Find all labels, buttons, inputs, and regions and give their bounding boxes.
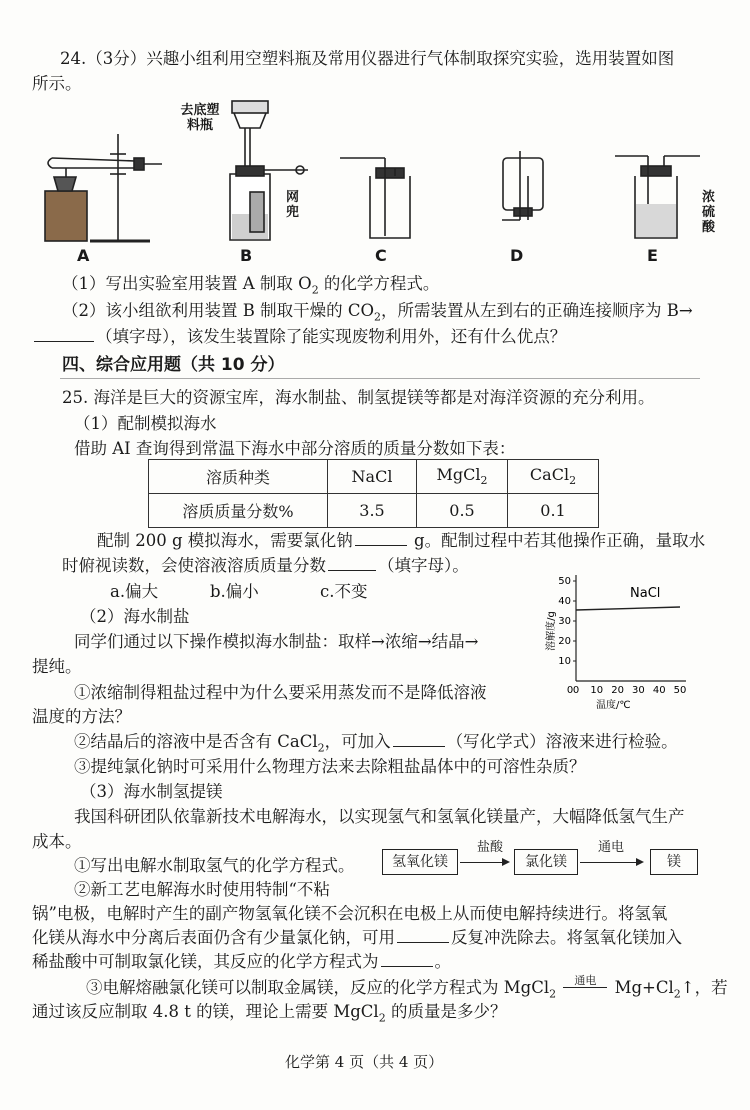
series-line-nacl <box>576 607 680 610</box>
part1-intro: 借助 AI 查询得到常温下海水中部分溶质的质量分数如下表： <box>74 439 516 458</box>
solute-table <box>148 459 599 528</box>
p2-line1: 同学们通过以下操作模拟海水制盐：取样→浓缩→结晶→ <box>74 632 479 651</box>
option-b: b.偏小 <box>210 582 259 601</box>
solubility-chart <box>544 566 714 716</box>
table-value-cacl2: 0.1 <box>508 494 599 528</box>
flow-arrow-2 <box>580 862 642 863</box>
p3-line1: 我国科研团队依靠新技术电解海水，以实现氢气和氢氧化镁量产，大幅降低氢气生产 <box>74 807 685 826</box>
apparatus-label-e: E <box>647 246 658 265</box>
series-label-nacl: NaCl <box>630 586 661 601</box>
apparatus-label-c: C <box>375 246 387 265</box>
p3-q2-line4: 稀盐酸中可制取氯化镁，其反应的化学方程式为 。 <box>32 952 451 971</box>
p3-q3-line2: 通过该反应制取 4.8 t 的镁，理论上需要 MgCl$_2$ 的质量是多少？ <box>32 1002 507 1025</box>
flow-arrow-1 <box>460 862 508 863</box>
option-c: c.不变 <box>320 582 368 601</box>
p2-q1-line2: 温度的方法？ <box>32 707 131 726</box>
section-divider <box>60 378 700 379</box>
q24-sub2-line1: （2）该小组欲利用装置 B 制取干燥的 $CO_2$，所需装置从左到右的正确连接顺序为 B→ <box>62 301 693 324</box>
x-axis-label: 温度/℃ <box>596 700 631 711</box>
option-a: a.偏大 <box>110 582 159 601</box>
table-value-nacl: 3.5 <box>328 494 417 528</box>
origin-label: 0 <box>566 685 574 696</box>
section-heading: 四、综合应用题（共 10 分） <box>62 355 285 375</box>
p3-q2-line3: 化镁从海水中分离后表面仍含有少量氯化钠，可用 反复冲洗除去。将氢氧化镁加入 <box>32 928 682 947</box>
p3-q2-line1: ②新工艺电解海水时使用特制“不粘 <box>74 880 330 899</box>
flow-box-mg: 镁 <box>650 849 698 875</box>
apparatus-label-a: A <box>77 246 90 265</box>
p2-q1-line1: ①浓缩制得粗盐过程中为什么要采用蒸发而不是降低溶液 <box>74 683 487 702</box>
part2-title: （2）海水制盐 <box>80 607 190 626</box>
p2-q3: ③提纯氯化钠时可采用什么物理方法来去除粗盐晶体中的可溶性杂质？ <box>74 757 586 776</box>
flow-box-mg-chloride: 氯化镁 <box>514 849 578 875</box>
page-footer: 化学第 4 页（共 4 页） <box>285 1053 444 1071</box>
p3-q3-line1: ③电解熔融氯化镁可以制取金属镁，反应的化学方程式为 MgCl$_2$ 通电 $Mg+Cl_2↑$，若 <box>86 974 728 1001</box>
q24-sub1: （1）写出实验室用装置 A 制取 $O_2$ 的化学方程式。 <box>62 274 440 297</box>
table-header-mgcl2: MgCl$_2$ <box>417 460 508 494</box>
y-axis-label: 溶解度/g <box>546 611 557 651</box>
apparatus-label-d: D <box>510 246 524 265</box>
x-tick-label: 40 <box>652 685 666 696</box>
apparatus-d <box>502 151 543 220</box>
p3-q2-line2: 锅”电极，电解时产生的副产物氢氧化镁不会沉积在电极上从而使电解持续进行。将氢氧 <box>32 904 668 923</box>
y-tick-label: 20 <box>558 636 571 647</box>
x-tick-label: 50 <box>673 685 687 696</box>
table-row2-label: 溶质质量分数% <box>149 494 328 528</box>
label-mesh: 网兜 <box>286 190 300 220</box>
x-tick-label: 0 <box>572 685 580 696</box>
label-acid: 浓硫酸 <box>702 190 716 235</box>
flow-label-acid: 盐酸 <box>477 840 504 855</box>
p1-line2: 时俯视读数，会使溶液溶质质量分数 （填字母）。 <box>62 556 469 575</box>
answer-blank <box>355 530 407 546</box>
apparatus-a <box>45 134 162 241</box>
y-tick-label: 40 <box>558 596 571 607</box>
y-tick-label: 50 <box>558 576 571 587</box>
q24-stem-line2: 所示。 <box>32 74 82 93</box>
p3-q1: ①写出电解水制取氢气的化学方程式。 <box>74 856 355 875</box>
answer-blank <box>328 555 376 571</box>
answer-blank <box>393 731 445 747</box>
reaction-condition: 通电 <box>563 979 607 993</box>
x-tick-label: 20 <box>611 685 624 696</box>
y-tick-label: 10 <box>558 656 571 667</box>
x-tick-label: 10 <box>590 685 604 696</box>
q24-stem-line1: 24.（3分）兴趣小组利用空塑料瓶及常用仪器进行气体制取探究实验，选用装置如图 <box>60 49 675 68</box>
apparatus-e <box>615 156 700 238</box>
answer-blank <box>34 326 94 342</box>
p1-line1: 配制 200 g 模拟海水，需要氯化钠 g。配制过程中若其他操作正确，量取水 <box>97 531 706 550</box>
y-tick-label: 30 <box>558 616 571 627</box>
answer-blank <box>397 927 449 943</box>
answer-blank <box>381 951 433 967</box>
part1-title: （1）配制模拟海水 <box>74 414 217 433</box>
table-header-cacl2: CaCl$_2$ <box>508 460 599 494</box>
apparatus-figure <box>40 96 720 246</box>
q24-sub2-line2: （填字母），该发生装置除了能实现废物利用外，还有什么优点？ <box>32 325 566 349</box>
p2-q2: ②结晶后的溶液中是否含有 CaCl$_2$，可加入 （写化学式）溶液来进行检验。 <box>74 732 678 755</box>
q25-stem: 25. 海洋是巨大的资源宝库，海水制盐、制氢提镁等都是对海洋资源的充分利用。 <box>62 388 655 407</box>
p3-line2: 成本。 <box>32 832 82 851</box>
x-tick-label: 30 <box>632 685 645 696</box>
p2-line2: 提纯。 <box>32 657 82 676</box>
part3-title: （3）海水制氢提镁 <box>80 782 223 801</box>
apparatus-c <box>340 158 410 238</box>
flow-box-mg-hydroxide: 氢氧化镁 <box>382 849 458 875</box>
table-value-mgcl2: 0.5 <box>417 494 508 528</box>
table-row1-label: 溶质种类 <box>149 460 328 494</box>
apparatus-label-b: B <box>240 246 253 265</box>
label-bottle: 去底塑料瓶 <box>180 103 220 133</box>
flow-label-electrolysis: 通电 <box>598 840 625 855</box>
table-header-nacl: NaCl <box>328 460 417 494</box>
